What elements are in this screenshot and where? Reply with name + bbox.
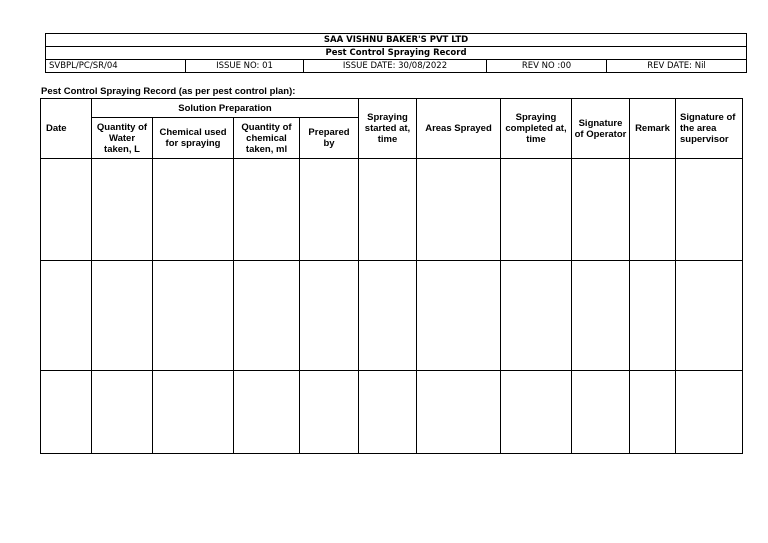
col-header-date: Date [41, 99, 92, 159]
table-row [41, 371, 743, 454]
group-header-solution-preparation: Solution Preparation [92, 99, 359, 118]
record-caption: Pest Control Spraying Record (as per pest control plan): [41, 86, 296, 97]
cell-spraying-completed[interactable] [501, 371, 572, 454]
cell-areas-sprayed[interactable] [417, 371, 501, 454]
document-header [45, 33, 747, 73]
cell-areas-sprayed[interactable] [417, 261, 501, 371]
doc-code: SVBPL/PC/SR/04 [46, 60, 186, 73]
col-header-chemical-quantity: Quantity of chemical taken, ml [234, 118, 300, 159]
cell-remark[interactable] [630, 371, 676, 454]
issue-no: ISSUE NO: 01 [186, 60, 304, 73]
col-header-remark: Remark [630, 99, 676, 159]
cell-supervisor-signature[interactable] [676, 261, 743, 371]
cell-spraying-completed[interactable] [501, 159, 572, 261]
rev-date: REV DATE: Nil [607, 60, 747, 73]
cell-chemical-quantity[interactable] [234, 159, 300, 261]
col-header-operator-signature: Signature of Operator [572, 99, 630, 159]
cell-spraying-completed[interactable] [501, 261, 572, 371]
cell-date[interactable] [41, 371, 92, 454]
cell-remark[interactable] [630, 159, 676, 261]
col-header-spraying-completed: Spraying completed at, time [501, 99, 572, 159]
cell-operator-signature[interactable] [572, 159, 630, 261]
cell-supervisor-signature[interactable] [676, 159, 743, 261]
cell-water-quantity[interactable] [92, 159, 153, 261]
form-title: Pest Control Spraying Record [46, 47, 747, 60]
col-header-areas-sprayed: Areas Sprayed [417, 99, 501, 159]
cell-operator-signature[interactable] [572, 371, 630, 454]
cell-chemical-quantity[interactable] [234, 261, 300, 371]
cell-water-quantity[interactable] [92, 371, 153, 454]
cell-chemical-quantity[interactable] [234, 371, 300, 454]
col-header-water-quantity: Quantity of Water taken, L [92, 118, 153, 159]
table-row [41, 261, 743, 371]
cell-prepared-by[interactable] [300, 371, 359, 454]
col-header-spraying-started: Spraying started at, time [359, 99, 417, 159]
company-name: SAA VISHNU BAKER'S PVT LTD [46, 34, 747, 47]
col-header-chemical-used: Chemical used for spraying [153, 118, 234, 159]
cell-remark[interactable] [630, 261, 676, 371]
cell-supervisor-signature[interactable] [676, 371, 743, 454]
cell-water-quantity[interactable] [92, 261, 153, 371]
cell-spraying-started[interactable] [359, 371, 417, 454]
table-row [41, 159, 743, 261]
issue-date: ISSUE DATE: 30/08/2022 [304, 60, 487, 73]
cell-date[interactable] [41, 261, 92, 371]
col-header-prepared-by: Prepared by [300, 118, 359, 159]
rev-no: REV NO :00 [487, 60, 607, 73]
col-header-supervisor-signature: Signature of the area supervisor [676, 99, 743, 159]
cell-date[interactable] [41, 159, 92, 261]
cell-prepared-by[interactable] [300, 261, 359, 371]
cell-spraying-started[interactable] [359, 159, 417, 261]
cell-chemical-used[interactable] [153, 159, 234, 261]
spraying-record-table [40, 98, 743, 454]
cell-chemical-used[interactable] [153, 261, 234, 371]
cell-areas-sprayed[interactable] [417, 159, 501, 261]
cell-operator-signature[interactable] [572, 261, 630, 371]
cell-prepared-by[interactable] [300, 159, 359, 261]
cell-spraying-started[interactable] [359, 261, 417, 371]
cell-chemical-used[interactable] [153, 371, 234, 454]
